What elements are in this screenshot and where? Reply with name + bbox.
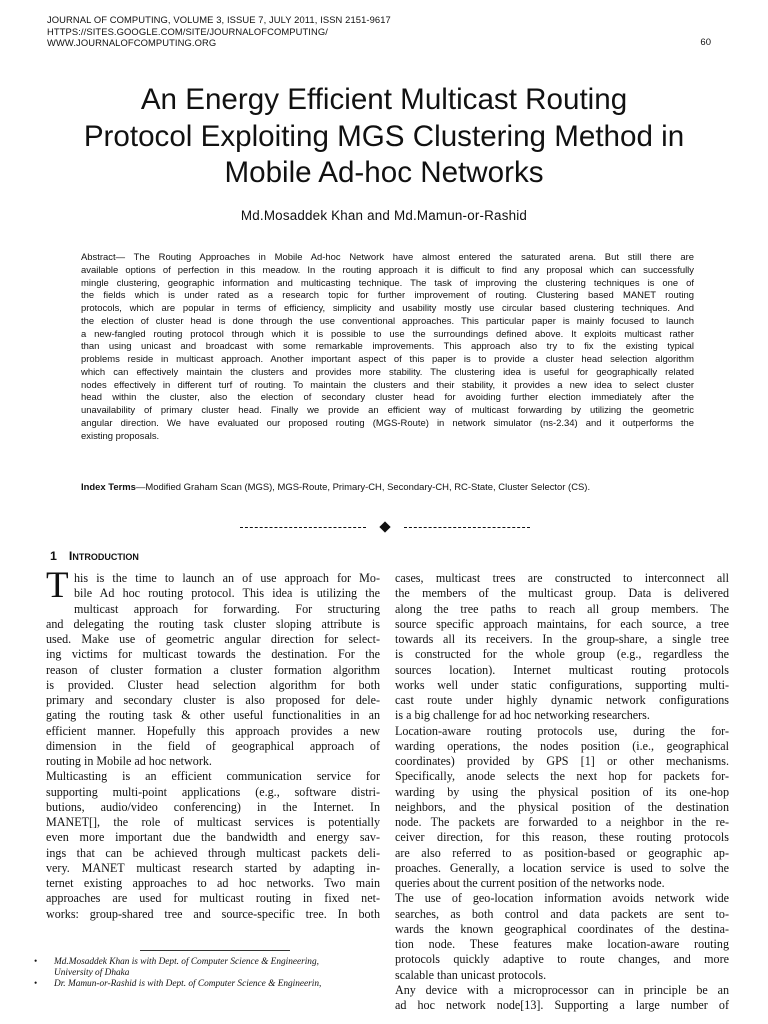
- abstract-line: head within the cluster, also the election of secondary cluster head for avoiding further election immediately after the: [81, 392, 694, 404]
- footnote-line: University of Dhaka: [54, 968, 130, 979]
- journal-line: WWW.JOURNALOFCOMPUTING.ORG: [47, 37, 217, 49]
- body-line: Multicasting is an efficient communication service for: [46, 769, 380, 784]
- footnotes: [34, 957, 384, 991]
- abstract-line: nodes effectively in different turf of routing. To maintain the clusters and their stability, it provides a new idea to select cluster: [81, 379, 694, 391]
- abstract-line: unavailability of primary cluster head. Finally we provide an efficient way of multicast forwarding by utilizing the geometric: [81, 405, 694, 416]
- journal-running-head: [47, 14, 687, 49]
- title-line: Protocol Exploiting MGS Clustering Method in: [83, 119, 685, 153]
- abstract-line: problems reside in multicast approach. Another important aspect of this paper is to provide a cluster head selection algorithm: [81, 354, 694, 365]
- body-line: warding by using the physical position of its one-hop: [395, 784, 729, 799]
- body-line: the members of the multicast group. Data is delivered: [395, 586, 729, 601]
- body-line: scalable than unicast protocols.: [395, 967, 547, 982]
- title-line: Mobile Ad-hoc Networks: [224, 156, 544, 189]
- body-line: sources location). Internet multicast routing protocols: [395, 662, 729, 677]
- section-heading: [50, 549, 390, 563]
- abstract-line: the election of cluster head is done through the use conventional approaches. This particular paper is mainly focused to launch: [81, 315, 694, 327]
- bullet-icon: •: [34, 957, 38, 967]
- abstract-line: angular direction. We have evaluated our proposed routing (MGS-Route) in network simulator (ns-2.34) and it outperforms the: [81, 417, 694, 429]
- abstract-line: existing proposals.: [81, 430, 160, 442]
- footnote-item: [34, 957, 384, 979]
- dropcap-paragraph-start: [46, 565, 380, 617]
- section-divider: [240, 518, 530, 536]
- footnote-line: Md.Mosaddek Khan is with Dept. of Computer Science & Engineering,: [54, 957, 319, 967]
- dropcap-letter: T: [46, 565, 69, 606]
- section-title: Introduction: [68, 549, 139, 563]
- body-line: proaches. Generally, a location service is used to solve the: [395, 860, 729, 875]
- section-number: 1: [50, 549, 57, 563]
- body-line: works well under static configurations, supporting multi-: [395, 677, 729, 692]
- body-line: his is the time to launch an of use approach for Mo-: [74, 571, 380, 585]
- body-line: Specifically, anode selects the next hop for packets for-: [395, 769, 729, 784]
- body-line: neighbors, and the physical position of the destination: [395, 799, 729, 814]
- body-line: gating the routing task & other useful functionalities in an: [46, 708, 380, 723]
- body-line: approaches are used for multicast routing in fixed net-: [46, 891, 380, 906]
- body-line: wards the known geographical coordinates of the destina-: [395, 921, 729, 936]
- body-line: coordinates) provided by GPS [1] or other mechanisms.: [395, 754, 729, 768]
- body-line: dimension in the field of geographical approach of: [46, 738, 380, 753]
- body-line: warding operations, the nodes position (i.e., geographical: [395, 738, 729, 753]
- abstract-line: than using unicast and broadcast with some remarkable improvements. This approach also try to fix the existing typical: [81, 341, 694, 353]
- body-line: ings that can be achieved through multicast packets deli-: [46, 845, 380, 860]
- abstract-line: a new-fangled routing protocol through which it is possible to use the surroundings defined above. It exploits multicast rather: [81, 328, 694, 340]
- body-line: multicast approach for forwarding. For structuring: [74, 601, 380, 616]
- index-terms: [81, 482, 694, 493]
- body-line: ing victims for multicast towards the destination. For the: [46, 647, 380, 662]
- body-line: Any device with a microprocessor can in principle be an: [395, 982, 729, 997]
- body-line: ceiver direction, for this reason, these routing protocols: [395, 830, 729, 845]
- index-terms-dash: —: [135, 482, 146, 493]
- author-list: Md.Mosaddek Khan and Md.Mamun-or-Rashid: [240, 208, 528, 223]
- body-line: The use of geo-location information avoids network wide: [395, 891, 729, 906]
- bullet-icon: •: [34, 979, 38, 990]
- body-line: protocols quickly adaptive to route changes, and more: [395, 952, 729, 967]
- body-line: primary and secondary cluster is also proposed for dele-: [46, 693, 380, 707]
- body-line: ternet existing approaches to ad hoc networks. Two main: [46, 876, 380, 890]
- body-line: used. Make use of geometric angular direction for select-: [46, 632, 380, 646]
- abstract-line: Abstract— The Routing Approaches in Mobile Ad-hoc Network have almost entered the saturated arena. But still there are: [81, 252, 694, 263]
- body-line: towards all its receivers. In the group-share, a single tree: [395, 632, 729, 646]
- body-line: searches, as both control and data packets are sent to-: [395, 906, 729, 921]
- right-column: [395, 571, 729, 1013]
- journal-line: JOURNAL OF COMPUTING, VOLUME 3, ISSUE 7, JULY 2011, ISSN 2151-9617: [47, 14, 391, 25]
- page-number: 60: [700, 37, 711, 48]
- journal-line: HTTPS://SITES.GOOGLE.COM/SITE/JOURNALOFCOMPUTING/: [47, 25, 328, 37]
- footnote-rule: [140, 950, 290, 951]
- body-line: is a big challenge for ad hoc networking researchers.: [395, 708, 650, 723]
- body-line: works: group-shared tree and source-specific tree. In both: [46, 906, 380, 921]
- abstract: [81, 252, 694, 443]
- abstract-line: the fields which is under rated as a research topic for further improvement of routing. Clustering based MANET routing: [81, 290, 694, 302]
- body-line: ad hoc network node[13]. Supporting a large number of: [395, 998, 729, 1012]
- body-line: MANET[], the role of multicast services is potentially: [46, 815, 380, 829]
- footnote-item: [34, 979, 384, 990]
- footnote-line: Dr. Mamun-or-Rashid is with Dept. of Computer Science & Engineerin,: [54, 979, 322, 990]
- body-line: is provided. Cluster head selection algorithm for both: [46, 677, 380, 692]
- title-line: An Energy Efficient Multicast Routing: [140, 83, 628, 116]
- divider-dashes: [240, 527, 366, 528]
- body-line: and delegating the routing task cluster sloping attribute is: [46, 616, 380, 631]
- body-line: butions, audio/video conferencing) in the Internet. In: [46, 799, 380, 814]
- body-line: reason of cluster formation a cluster formation algorithm: [46, 662, 380, 677]
- body-line: node. The packets are forwarded to a neighbor in the re-: [395, 815, 729, 829]
- index-terms-label: Index Terms: [81, 482, 136, 493]
- divider-dashes: [404, 527, 530, 528]
- diamond-icon: [379, 521, 390, 532]
- body-line: routing in Mobile ad hoc network.: [46, 754, 212, 768]
- paper-title: [20, 82, 748, 192]
- body-line: very. MANET multicast research started by adapting in-: [46, 860, 380, 875]
- body-line: tion node. These features make location-aware routing: [395, 937, 729, 951]
- body-line: supporting multi-point applications (e.g., software distri-: [46, 784, 380, 799]
- body-line: even more important due the bandwidth and energy sav-: [46, 830, 380, 845]
- body-line: efficient manner. Hopefully this approach provides a new: [46, 723, 380, 738]
- body-line: Location-aware routing protocols use, during the for-: [395, 723, 729, 738]
- abstract-line: available options of perfection in this meadow. In the routing approach it is difficult to find any proposal which can successfully: [81, 264, 694, 276]
- body-line: source specific approach maintains, for each source, a tree: [395, 616, 729, 631]
- body-line: along the tree paths to reach all group members. The: [395, 601, 729, 616]
- left-column: [46, 565, 380, 922]
- abstract-line: protocols, which are popular in terms of efficiency, simplicity and usability mostly use circular based clustering techniques. And: [81, 303, 694, 314]
- index-terms-text: Modified Graham Scan (MGS), MGS-Route, Primary-CH, Secondary-CH, RC-State, Cluster Selector (CS).: [145, 482, 591, 493]
- body-line: cast route under highly dynamic network configurations: [395, 693, 729, 707]
- abstract-line: which can effectively maintain the clusters and provides more stability. The clustering idea is useful for geographically related: [81, 366, 694, 378]
- body-line: cases, multicast trees are constructed to interconnect all: [395, 571, 729, 585]
- body-line: are also referred to as position-based or geographic ap-: [395, 845, 729, 860]
- body-line: queries about the current position of the networks node.: [395, 876, 665, 890]
- body-line: is constructed for the whole group (e.g., regardless the: [395, 647, 729, 662]
- body-line: bile Ad hoc routing protocol. This idea is utilizing the: [74, 586, 380, 601]
- abstract-line: mingle clustering, geographic information and multicasting technique. The task of improving the clustering techniques is one of: [81, 277, 694, 289]
